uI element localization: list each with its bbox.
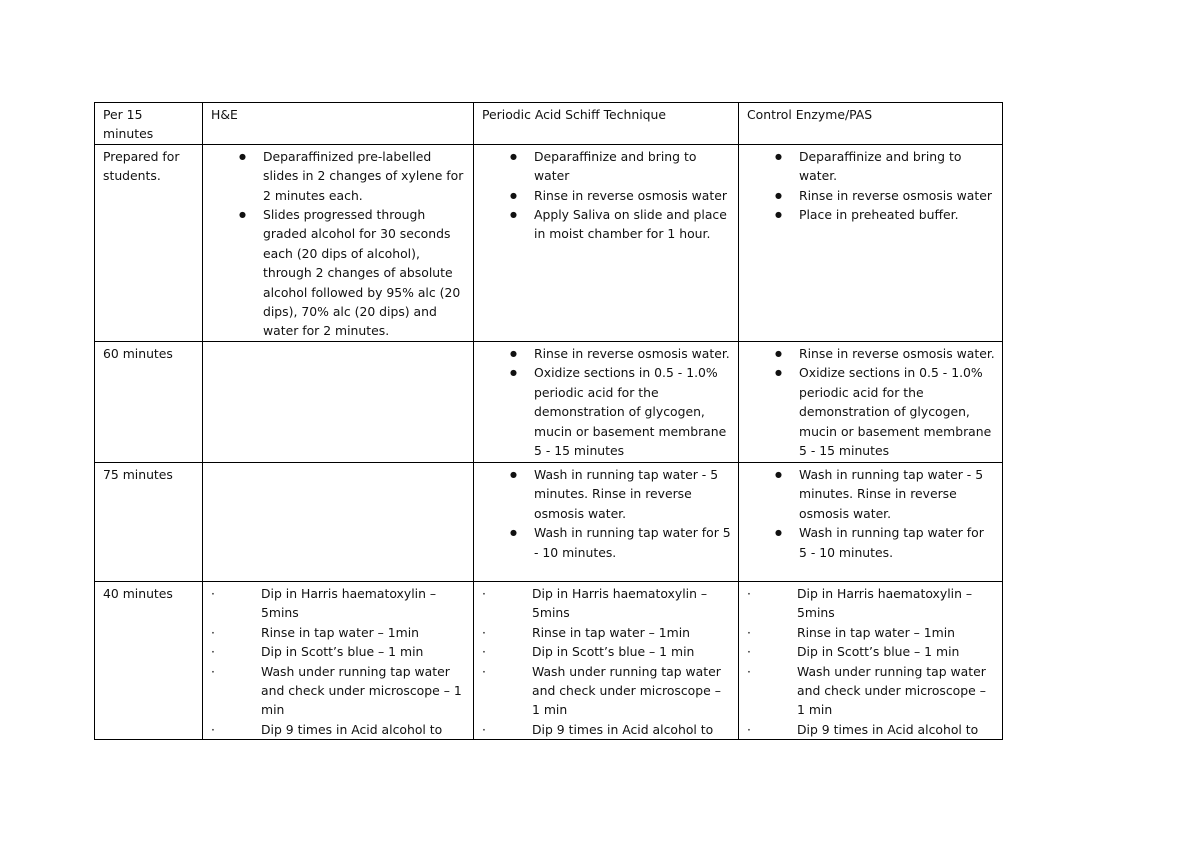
dot-bullet: · bbox=[482, 585, 486, 601]
protocol-table bbox=[94, 102, 1003, 740]
dot-bullet: · bbox=[747, 721, 751, 737]
step-text: Dip 9 times in Acid alcohol to bbox=[797, 721, 979, 737]
step-text: Wash under running tap water and check under microscope – 1 min bbox=[261, 663, 462, 718]
pas-cell bbox=[474, 581, 739, 739]
list-item: ● Wash in running tap water - 5 minutes. Rinse in reverse osmosis water. bbox=[799, 465, 995, 523]
step-text: Dip in Scott’s blue – 1 min bbox=[532, 644, 695, 660]
pas-cell bbox=[474, 462, 739, 581]
pas-cell bbox=[474, 144, 739, 341]
list-item bbox=[211, 623, 466, 642]
list-item: ● Wash in running tap water for 5 - 10 minutes. bbox=[799, 523, 995, 562]
step-text: Dip in Scott’s blue – 1 min bbox=[797, 644, 960, 660]
dot-bullet: · bbox=[747, 663, 751, 679]
he-cell bbox=[203, 462, 474, 581]
step-text: Dip 9 times in Acid alcohol to bbox=[532, 721, 714, 737]
step-text: Dip in Harris haematoxylin – 5mins bbox=[797, 585, 973, 621]
step-text: Dip in Harris haematoxylin – 5mins bbox=[261, 585, 437, 621]
table-row bbox=[95, 462, 1003, 581]
step-text: Rinse in tap water – 1min bbox=[532, 624, 691, 640]
control-cell bbox=[739, 341, 1003, 462]
step-text: Rinse in tap water – 1min bbox=[797, 624, 956, 640]
step-text: Wash under running tap water and check under microscope – 1 min bbox=[797, 663, 986, 718]
dot-bullet: · bbox=[747, 624, 751, 640]
row-label: 40 minutes bbox=[95, 581, 203, 739]
list-item bbox=[482, 662, 731, 720]
row-label: 75 minutes bbox=[95, 462, 203, 581]
list-item bbox=[747, 584, 995, 623]
step-text: Dip in Scott’s blue – 1 min bbox=[261, 644, 424, 660]
header-control: Control Enzyme/PAS bbox=[739, 103, 1003, 145]
list-item: ● Oxidize sections in 0.5 - 1.0% periodic acid for the demonstration of glycogen, mucin or basement membrane 5 - 15 minutes bbox=[799, 363, 995, 460]
list-item: ● Rinse in reverse osmosis water bbox=[534, 186, 731, 205]
list-item: ● Apply Saliva on slide and place in moist chamber for 1 hour. bbox=[534, 205, 731, 244]
step-text: Dip 9 times in Acid alcohol to bbox=[261, 721, 443, 737]
control-cell bbox=[739, 462, 1003, 581]
dot-bullet: · bbox=[482, 663, 486, 679]
list-item bbox=[747, 642, 995, 661]
list-item: ● Rinse in reverse osmosis water. bbox=[799, 344, 995, 363]
he-cell bbox=[203, 581, 474, 739]
list-item: ● Deparaffinize and bring to water bbox=[534, 147, 731, 186]
list-item: ● Rinse in reverse osmosis water. bbox=[534, 344, 731, 363]
dot-bullet: · bbox=[211, 585, 215, 601]
list-item: ● Wash in running tap water - 5 minutes. Rinse in reverse osmosis water. bbox=[534, 465, 731, 523]
dot-bullet: · bbox=[211, 624, 215, 640]
list-item bbox=[482, 720, 731, 739]
table-row bbox=[95, 581, 1003, 739]
dot-bullet: · bbox=[482, 721, 486, 737]
list-item: ● Deparaffinized pre-labelled slides in 2 changes of xylene for 2 minutes each. bbox=[263, 147, 466, 205]
dot-bullet: · bbox=[211, 721, 215, 737]
header-he: H&E bbox=[203, 103, 474, 145]
row-label: 60 minutes bbox=[95, 341, 203, 462]
step-text: Dip in Harris haematoxylin – 5mins bbox=[532, 585, 708, 621]
list-item bbox=[747, 720, 995, 739]
header-pas: Periodic Acid Schiff Technique bbox=[474, 103, 739, 145]
list-item bbox=[747, 662, 995, 720]
list-item bbox=[211, 642, 466, 661]
step-text: Rinse in tap water – 1min bbox=[261, 624, 420, 640]
dot-bullet: · bbox=[482, 624, 486, 640]
header-time: Per 15 minutes bbox=[95, 103, 203, 145]
control-cell bbox=[739, 144, 1003, 341]
table-row bbox=[95, 144, 1003, 341]
list-item: ● Place in preheated buffer. bbox=[799, 205, 995, 224]
list-item: ● Wash in running tap water for 5 - 10 minutes. bbox=[534, 523, 731, 562]
list-item bbox=[747, 623, 995, 642]
row-label: Prepared for students. bbox=[95, 144, 203, 341]
list-item bbox=[482, 584, 731, 623]
dot-bullet: · bbox=[211, 663, 215, 679]
pas-cell bbox=[474, 341, 739, 462]
he-cell bbox=[203, 144, 474, 341]
dot-bullet: · bbox=[747, 644, 751, 660]
list-item bbox=[211, 584, 466, 623]
header-row bbox=[95, 103, 1003, 145]
list-item bbox=[211, 720, 466, 739]
list-item bbox=[482, 623, 731, 642]
list-item: ● Deparaffinize and bring to water. bbox=[799, 147, 995, 186]
list-item: ● Oxidize sections in 0.5 - 1.0% periodic acid for the demonstration of glycogen, mucin or basement membrane 5 - 15 minutes bbox=[534, 363, 731, 460]
list-item bbox=[211, 662, 466, 720]
he-cell bbox=[203, 341, 474, 462]
table-row bbox=[95, 341, 1003, 462]
dot-bullet: · bbox=[747, 585, 751, 601]
control-cell bbox=[739, 581, 1003, 739]
list-item bbox=[482, 642, 731, 661]
step-text: Wash under running tap water and check under microscope – 1 min bbox=[532, 663, 721, 718]
dot-bullet: · bbox=[482, 644, 486, 660]
list-item: ● Rinse in reverse osmosis water bbox=[799, 186, 995, 205]
dot-bullet: · bbox=[211, 644, 215, 660]
list-item: ● Slides progressed through graded alcohol for 30 seconds each (20 dips of alcohol), through 2 changes of absolute alcohol followed by 95% alc (20 dips), 70% alc (20 dips) and water for 2 minutes. bbox=[263, 205, 466, 341]
